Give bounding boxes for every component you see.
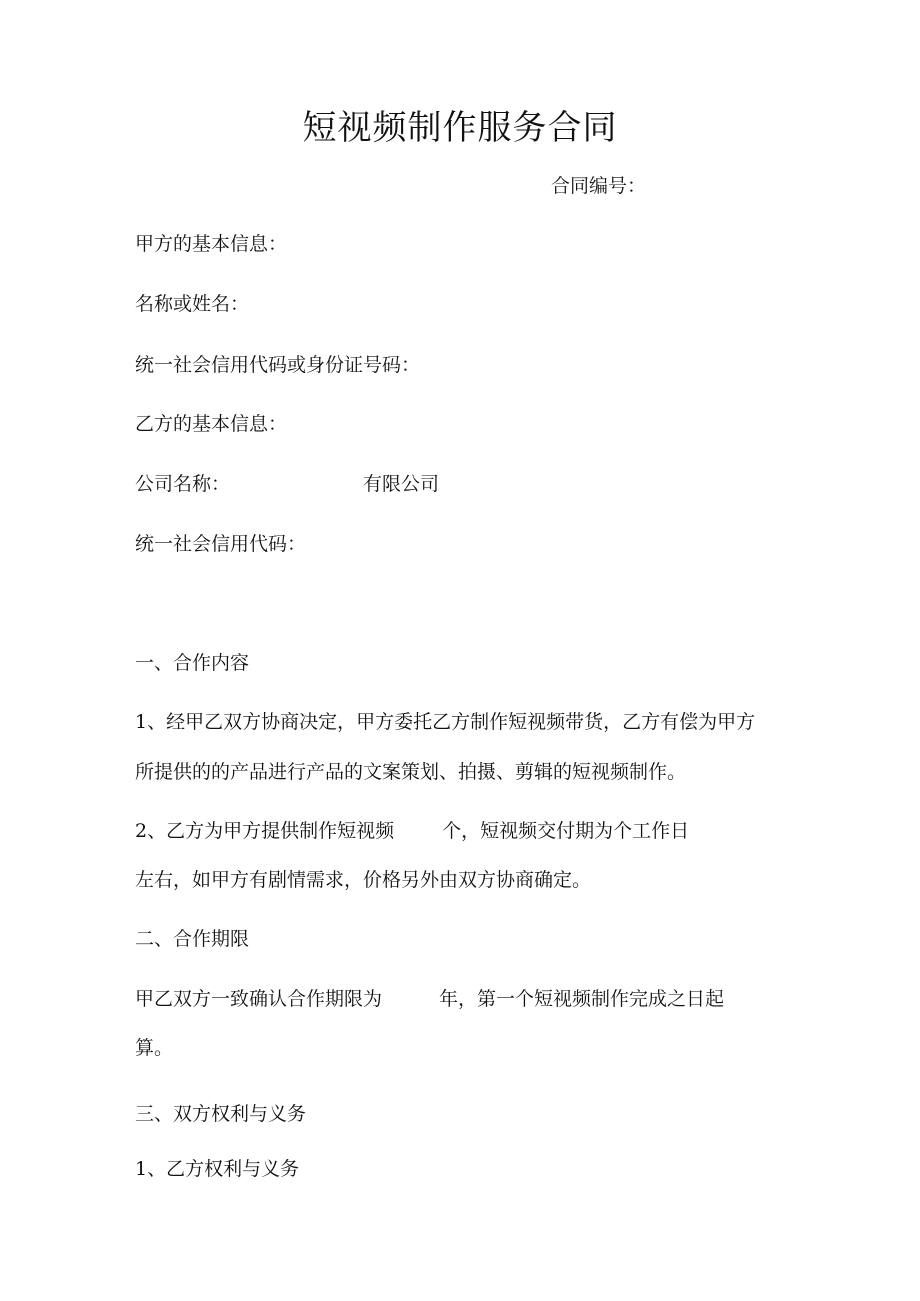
section-3-subheading-1: 1、乙方权利与义务 [135, 1158, 300, 1180]
section-2-part-2: 年，第一个短视频制作完成之日起 [439, 988, 725, 1010]
party-b-credit-code-label: 统一社会信用代码： [135, 533, 307, 555]
section-1-item-2-line-1 [135, 817, 689, 845]
party-b-heading: 乙方的基本信息： [135, 413, 288, 435]
party-b-company-label: 公司名称： [135, 473, 231, 495]
section-1-item-2-line-2: 左右，如甲方有剧情需求，价格另外由双方协商确定。 [135, 869, 592, 891]
party-a-name-label: 名称或姓名： [135, 293, 250, 315]
party-a-id-label: 统一社会信用代码或身份证号码： [135, 354, 421, 376]
section-3-heading: 三、双方权利与义务 [135, 1103, 307, 1125]
section-2-heading: 二、合作期限 [135, 928, 250, 950]
section-1-item-2-part-1: 2、乙方为甲方提供制作短视频 [135, 820, 395, 842]
section-1-heading: 一、合作内容 [135, 652, 250, 674]
section-1-item-1-line-1: 1、经甲乙双方协商决定，甲方委托乙方制作短视频带货，乙方有偿为甲方 [135, 711, 756, 733]
section-2-line-2: 算。 [135, 1037, 174, 1059]
party-b-company-suffix: 有限公司 [363, 473, 440, 495]
section-2-line-1 [135, 985, 724, 1013]
section-1-item-1-line-2: 所提供的的产品进行产品的文案策划、拍摄、剪辑的短视频制作。 [135, 761, 687, 783]
section-1-item-2-part-2: 个，短视频交付期为个工作日 [442, 820, 690, 842]
party-a-heading: 甲方的基本信息： [135, 233, 288, 255]
document-title: 短视频制作服务合同 [302, 108, 618, 148]
section-2-part-1: 甲乙双方一致确认合作期限为 [135, 988, 383, 1010]
contract-number-label: 合同编号： [551, 175, 647, 197]
party-b-company-line [135, 470, 439, 498]
